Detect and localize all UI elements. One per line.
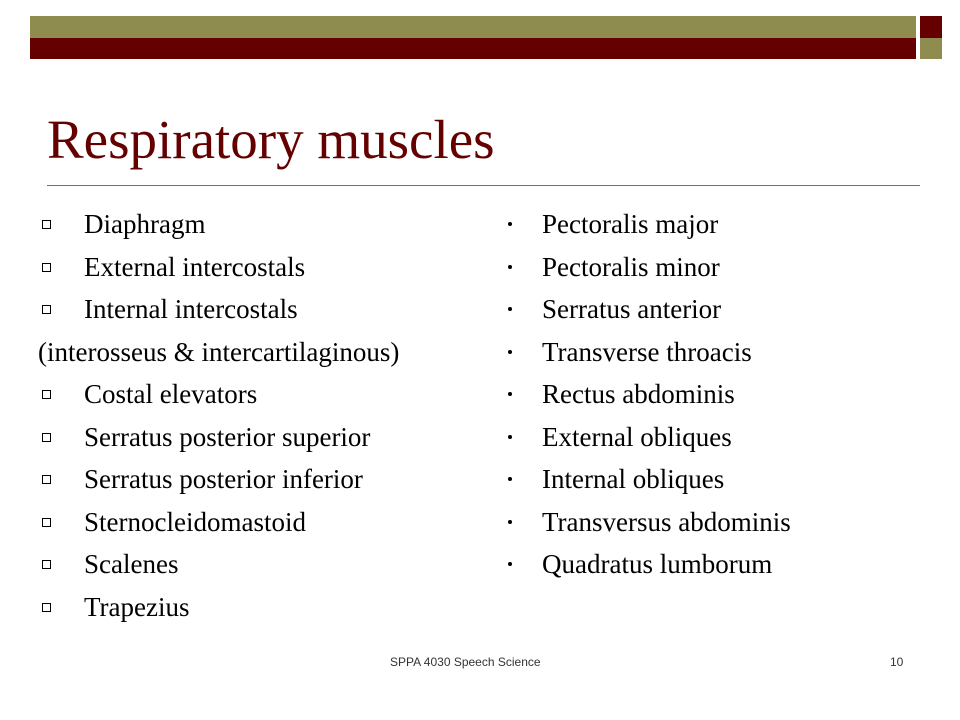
square-bullet-icon — [42, 560, 51, 569]
square-bullet-icon — [42, 433, 51, 442]
right-muscle-list — [500, 203, 920, 586]
title-divider — [47, 185, 920, 186]
list-item: Sternocleidomastoid — [38, 501, 478, 544]
list-item-note: (interosseus & intercartilaginous) — [38, 336, 400, 367]
list-item: Trapezius — [38, 586, 478, 629]
list-item: Quadratus lumborum — [500, 543, 920, 586]
dot-bullet-icon — [508, 435, 512, 439]
header-corner-square-maroon — [920, 16, 942, 38]
dot-bullet-icon — [508, 222, 512, 226]
dot-bullet-icon — [508, 307, 512, 311]
left-muscle-list — [38, 203, 478, 628]
header-band-maroon — [30, 38, 916, 59]
dot-bullet-icon — [508, 392, 512, 396]
list-item: Internal obliques — [500, 458, 920, 501]
list-item: External intercostals — [38, 246, 478, 289]
dot-bullet-icon — [508, 265, 512, 269]
list-item: Costal elevators — [38, 373, 478, 416]
list-item: Serratus anterior — [500, 288, 920, 331]
header-corner-square-olive — [920, 38, 942, 59]
square-bullet-icon — [42, 220, 51, 229]
dot-bullet-icon — [508, 520, 512, 524]
list-item: Diaphragm — [38, 203, 478, 246]
square-bullet-icon — [42, 603, 51, 612]
dot-bullet-icon — [508, 562, 512, 566]
list-item: Serratus posterior superior — [38, 416, 478, 459]
slide-footer: SPPA 4030 Speech Science — [390, 655, 541, 669]
list-item: Serratus posterior inferior — [38, 458, 478, 501]
list-item: Pectoralis minor — [500, 246, 920, 289]
slide-title: Respiratory muscles — [47, 109, 495, 170]
dot-bullet-icon — [508, 350, 512, 354]
list-item: Internal intercostals — [38, 288, 478, 331]
square-bullet-icon — [42, 518, 51, 527]
square-bullet-icon — [42, 305, 51, 314]
list-item: Rectus abdominis — [500, 373, 920, 416]
list-item: Transversus abdominis — [500, 501, 920, 544]
square-bullet-icon — [42, 475, 51, 484]
list-item: Scalenes — [38, 543, 478, 586]
page-number: 10 — [890, 655, 904, 669]
list-item: External obliques — [500, 416, 920, 459]
header-band-olive — [30, 16, 916, 38]
square-bullet-icon — [42, 263, 51, 272]
square-bullet-icon — [42, 390, 51, 399]
dot-bullet-icon — [508, 477, 512, 481]
list-item: Pectoralis major — [500, 203, 920, 246]
list-item: Transverse throacis — [500, 331, 920, 374]
